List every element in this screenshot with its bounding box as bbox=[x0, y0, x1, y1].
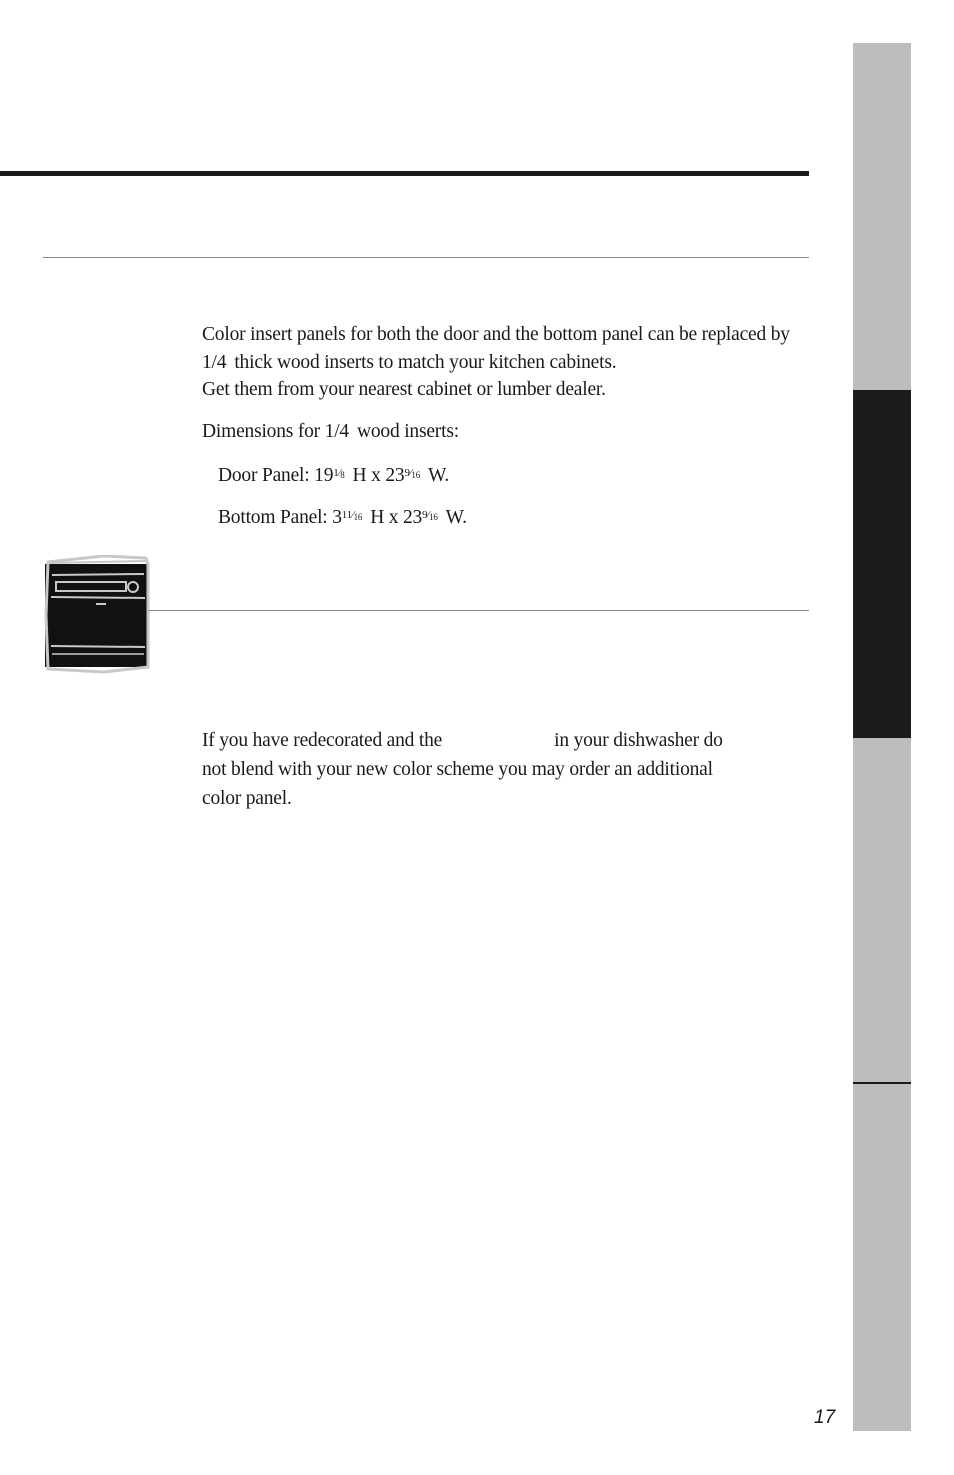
side-tab-3 bbox=[853, 738, 911, 1082]
paragraph-line-3: Get them from your nearest cabinet or lumber dealer. bbox=[202, 379, 606, 400]
door-h-den: 8 bbox=[340, 470, 345, 480]
redecorate-line-1b: in your dishwasher do bbox=[554, 730, 723, 751]
paragraph-line-2: thick wood inserts to match your kitchen cabinets. bbox=[234, 351, 617, 373]
dimensions-intro-a: Dimensions for 1/4 bbox=[202, 421, 349, 442]
bottom-h-num: 11 bbox=[341, 509, 352, 521]
redecorate-line-2: not blend with your new color scheme you may order an additional bbox=[202, 759, 713, 780]
paragraph-line-1: Color insert panels for both the door and the bottom panel can be replaced by 1/4 bbox=[202, 324, 790, 373]
bottom-w-den: 16 bbox=[429, 512, 438, 522]
bottom-label: Bottom Panel: 3 bbox=[218, 507, 342, 528]
page-number: 17 bbox=[814, 1407, 836, 1428]
dimensions-intro-b: wood inserts: bbox=[356, 421, 459, 442]
door-height-fraction: 1⁄8 bbox=[333, 467, 345, 480]
redecorate-paragraph bbox=[202, 726, 812, 813]
door-w-num: 9 bbox=[404, 467, 410, 479]
dimensions-intro bbox=[202, 418, 812, 446]
bottom-w-num: 9 bbox=[422, 509, 428, 521]
door-mid: H x 23 bbox=[352, 465, 405, 486]
section-1-rule bbox=[43, 257, 809, 258]
bottom-end: W. bbox=[445, 507, 467, 528]
bottom-mid: H x 23 bbox=[370, 507, 423, 528]
door-label: Door Panel: 19 bbox=[218, 465, 334, 486]
header-rule bbox=[0, 171, 809, 176]
bottom-width-fraction: 9⁄16 bbox=[422, 509, 438, 522]
side-tab-4 bbox=[853, 1084, 911, 1431]
bottom-panel-dimension bbox=[218, 502, 828, 532]
door-h-num: 1 bbox=[333, 467, 339, 479]
dishwasher-icon bbox=[44, 555, 150, 675]
door-end: W. bbox=[428, 465, 450, 486]
side-tab-1 bbox=[853, 43, 911, 390]
redecorate-line-1a: If you have redecorated and the bbox=[202, 730, 443, 751]
bottom-h-den: 16 bbox=[353, 512, 363, 522]
door-width-fraction: 9⁄16 bbox=[404, 467, 420, 480]
bottom-height-fraction: 11⁄16 bbox=[341, 509, 363, 522]
redecorate-line-3: color panel. bbox=[202, 788, 292, 809]
side-tab-active bbox=[853, 390, 911, 738]
door-panel-dimension bbox=[218, 460, 828, 490]
door-w-den: 16 bbox=[411, 470, 420, 480]
section-2-rule bbox=[148, 610, 809, 611]
wood-insert-paragraph bbox=[202, 321, 812, 404]
